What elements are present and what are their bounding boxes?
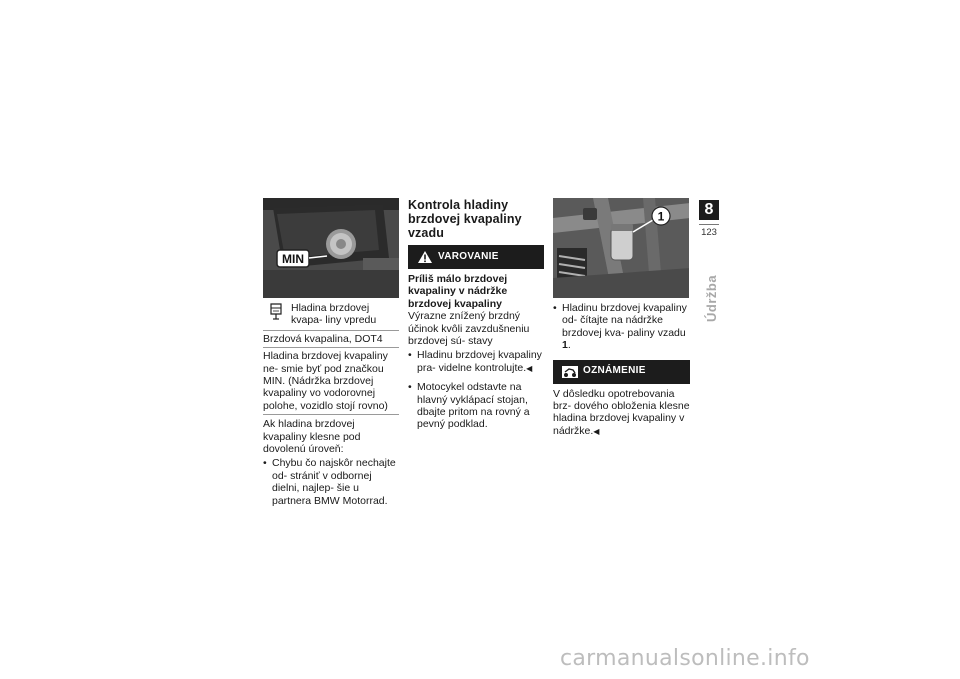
callout-1-label: 1 (657, 209, 665, 224)
list-item: • Hladinu brzdovej kvapaliny od- čítajte na nádržke brzdovej kva- paliny vzadu 1. (553, 302, 687, 352)
page-number: 123 (701, 227, 717, 238)
list-item: • Chybu čo najskôr nechajte od- strániť v odbornej dielni, najlep- šie u partnera BMW Motorrad. (263, 457, 396, 507)
spec-table (263, 298, 399, 415)
min-mark-label: MIN (282, 252, 304, 266)
col2-bullet-list (408, 381, 544, 431)
chapter-divider (699, 224, 719, 225)
watermark: carmanualsonline.info (560, 646, 810, 671)
warning-bullet-list (408, 349, 544, 375)
front-reservoir-photo (263, 198, 399, 298)
col3-bullet-list (553, 302, 690, 352)
notice-banner (553, 360, 690, 384)
warning-label: VAROVANIE (438, 250, 499, 262)
spec-fluid-text: Brzdová kvapalina, DOT4 (263, 332, 383, 345)
spec-row-note (263, 347, 399, 414)
motorcycle-notice-icon (559, 360, 581, 384)
spec-reservoir-text: Hladina brzdovej kvapa- liny vpredu (291, 302, 377, 327)
end-mark-icon: ◀ (526, 363, 533, 373)
chapter-title: Údržba (704, 274, 719, 322)
callout-ref: 1 (562, 339, 568, 352)
list-item: • Hladinu brzdovej kvapaliny pra- videlne kontrolujte.◀ (408, 349, 542, 374)
spec-note-text: Hladina brzdovej kvapaliny ne- smie byť pod značkou MIN. (Nádržka brzdovej kvapaliny vo vodorovnej polohe, vozidlo stojí rovno) (263, 350, 388, 412)
rear-reservoir-illustration (553, 198, 689, 298)
list-item: • Motocykel odstavte na hlavný vyklápací stojan, dbajte pritom na rovný a pevný podklad. (408, 381, 530, 431)
notice-label: OZNÁMENIE (583, 365, 646, 377)
chapter-tab (699, 200, 719, 238)
section-title: Kontrola hladiny brzdovej kvapaliny vzadu (408, 198, 522, 240)
chapter-number: 8 (699, 200, 719, 220)
brake-fluid-reservoir-icon (263, 302, 285, 323)
column-2 (408, 198, 544, 431)
warning-banner (408, 245, 544, 269)
front-reservoir-illustration (263, 198, 399, 298)
warning-triangle-icon (414, 245, 436, 269)
column-3 (553, 198, 690, 438)
warning-heading: Príliš málo brzdovej kvapaliny v nádržke brzdovej kvapaliny (408, 273, 508, 310)
spec-row-fluid (263, 330, 399, 347)
column-1 (263, 198, 399, 507)
low-level-paragraph: Ak hladina brzdovej kvapaliny klesne pod dovolenú úroveň: (263, 418, 361, 456)
rear-reservoir-photo (553, 198, 689, 298)
notice-text: V dôsledku opotrebovania brz- dového obloženia klesne hladina brzdovej kvapaliny v nádržke.◀ (553, 387, 690, 437)
warning-text: Výrazne znížený brzdný účinok kvôli zavzdušneniu brzdovej sú- stavy (408, 310, 530, 348)
spec-row-reservoir (263, 298, 399, 330)
col1-bullet-list (263, 457, 399, 507)
end-mark-icon: ◀ (593, 426, 600, 436)
